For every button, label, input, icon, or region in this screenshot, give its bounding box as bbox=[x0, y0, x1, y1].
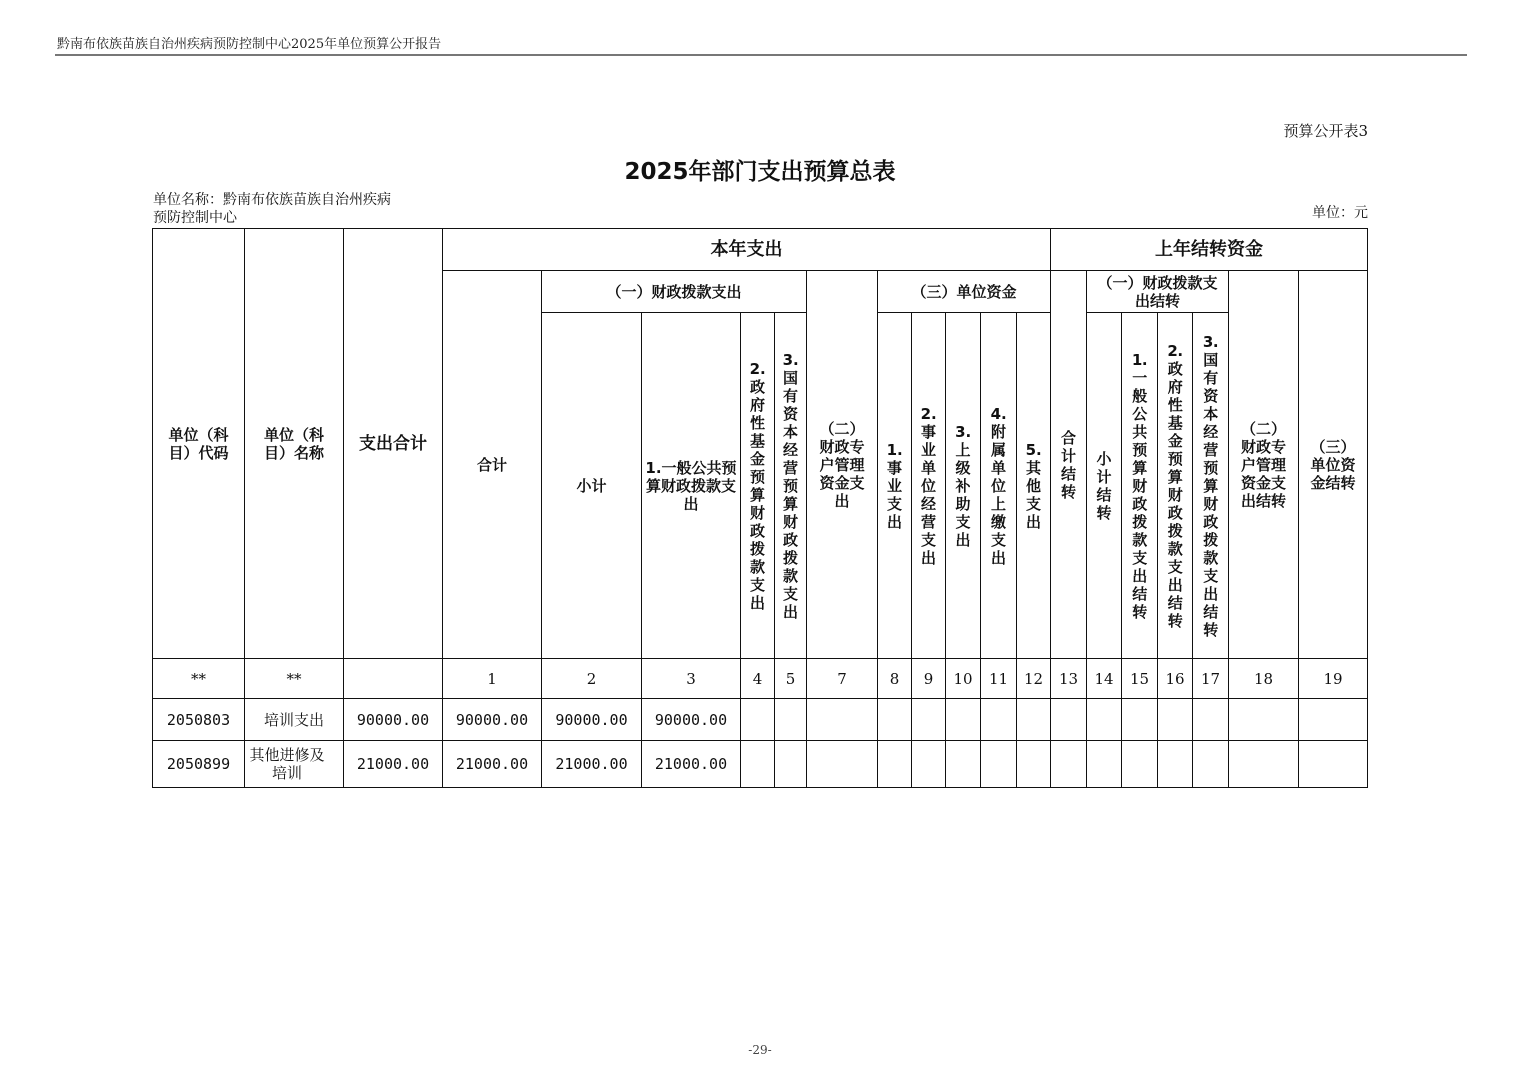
cy-unit-1-header: 1.事业支出 bbox=[878, 313, 912, 659]
co-special-header: （二）财政专户管理资金支出结转 bbox=[1229, 271, 1299, 659]
row-name: 培训支出 bbox=[245, 699, 344, 741]
cy-unit-group-header: （三）单位资金 bbox=[878, 271, 1051, 313]
unit-name-line2: 预防控制中心 bbox=[153, 210, 237, 226]
index-cell: 12 bbox=[1017, 659, 1051, 699]
row-total: 90000.00 bbox=[344, 699, 443, 741]
cy-state-header: 3.国有资本经营预算财政拨款支出 bbox=[775, 313, 807, 659]
row-total: 21000.00 bbox=[344, 741, 443, 788]
index-cell: 18 bbox=[1229, 659, 1299, 699]
running-header: 黔南布依族苗族自治州疾病预防控制中心2025年单位预算公开报告 bbox=[57, 37, 442, 52]
page-title: 2025年部门支出预算总表 bbox=[624, 159, 896, 185]
cy-unit-4-header: 4.附属单位上缴支出 bbox=[981, 313, 1017, 659]
cy-fiscal-subtotal-header: 小计 bbox=[542, 313, 642, 659]
index-cell bbox=[344, 659, 443, 699]
index-cell: 10 bbox=[946, 659, 981, 699]
cy-special-header: （二）财政专户管理资金支出 bbox=[807, 271, 878, 659]
table-row bbox=[153, 699, 1368, 741]
row-subtotal: 90000.00 bbox=[542, 699, 642, 741]
row-cy-total: 21000.00 bbox=[443, 741, 542, 788]
row-general: 90000.00 bbox=[642, 699, 741, 741]
index-cell: 7 bbox=[807, 659, 878, 699]
index-cell: 8 bbox=[878, 659, 912, 699]
co-unit-header: （三）单位资金结转 bbox=[1299, 271, 1368, 659]
co-state-header: 3.国有资本经营预算财政拨款支出结转 bbox=[1193, 313, 1229, 659]
row-code: 2050899 bbox=[153, 741, 245, 788]
index-cell: ** bbox=[153, 659, 245, 699]
col-code-header: 单位（科目）代码 bbox=[153, 229, 245, 659]
index-cell: ** bbox=[245, 659, 344, 699]
unit-name-line1: 单位名称：黔南布依族苗族自治州疾病 bbox=[153, 192, 391, 208]
co-total-header: 合计结转 bbox=[1051, 271, 1087, 659]
index-cell: 13 bbox=[1051, 659, 1087, 699]
index-cell: 3 bbox=[642, 659, 741, 699]
co-fund-header: 2.政府性基金预算财政拨款支出结转 bbox=[1158, 313, 1193, 659]
row-code: 2050803 bbox=[153, 699, 245, 741]
co-general-header: 1.一般公共预算财政拨款支出结转 bbox=[1122, 313, 1158, 659]
cy-unit-3-header: 3.上级补助支出 bbox=[946, 313, 981, 659]
cy-fiscal-group-header: （一）财政拨款支出 bbox=[542, 271, 807, 313]
index-cell: 1 bbox=[443, 659, 542, 699]
cy-total-header: 合计 bbox=[443, 271, 542, 659]
cy-unit-2-header: 2.事业单位经营支出 bbox=[912, 313, 946, 659]
index-cell: 2 bbox=[542, 659, 642, 699]
co-fiscal-group-header: （一）财政拨款支出结转 bbox=[1087, 271, 1229, 313]
row-general: 21000.00 bbox=[642, 741, 741, 788]
header-rule bbox=[55, 54, 1467, 56]
currency-unit: 单位：元 bbox=[1312, 205, 1368, 221]
cy-fund-header: 2.政府性基金预算财政拨款支出 bbox=[741, 313, 775, 659]
cy-unit-5-header: 5.其他支出 bbox=[1017, 313, 1051, 659]
index-cell: 14 bbox=[1087, 659, 1122, 699]
row-subtotal: 21000.00 bbox=[542, 741, 642, 788]
cy-general-header: 1.一般公共预算财政拨款支出 bbox=[642, 313, 741, 659]
page-number: -29- bbox=[748, 1043, 772, 1057]
index-cell: 16 bbox=[1158, 659, 1193, 699]
unit-name bbox=[153, 191, 391, 227]
current-year-header: 本年支出 bbox=[443, 229, 1051, 271]
table-row bbox=[153, 741, 1368, 788]
col-total-header: 支出合计 bbox=[344, 229, 443, 659]
table-number: 预算公开表3 bbox=[1283, 122, 1368, 140]
index-cell: 9 bbox=[912, 659, 946, 699]
col-name-header: 单位（科目）名称 bbox=[245, 229, 344, 659]
row-cy-total: 90000.00 bbox=[443, 699, 542, 741]
index-cell: 15 bbox=[1122, 659, 1158, 699]
index-cell: 4 bbox=[741, 659, 775, 699]
carryover-header: 上年结转资金 bbox=[1051, 229, 1368, 271]
index-row bbox=[153, 659, 1368, 699]
budget-table bbox=[152, 228, 1368, 788]
row-name: 其他进修及培训 bbox=[245, 741, 344, 788]
index-cell: 19 bbox=[1299, 659, 1368, 699]
index-cell: 17 bbox=[1193, 659, 1229, 699]
co-subtotal-header: 小计结转 bbox=[1087, 313, 1122, 659]
index-cell: 11 bbox=[981, 659, 1017, 699]
index-cell: 5 bbox=[775, 659, 807, 699]
